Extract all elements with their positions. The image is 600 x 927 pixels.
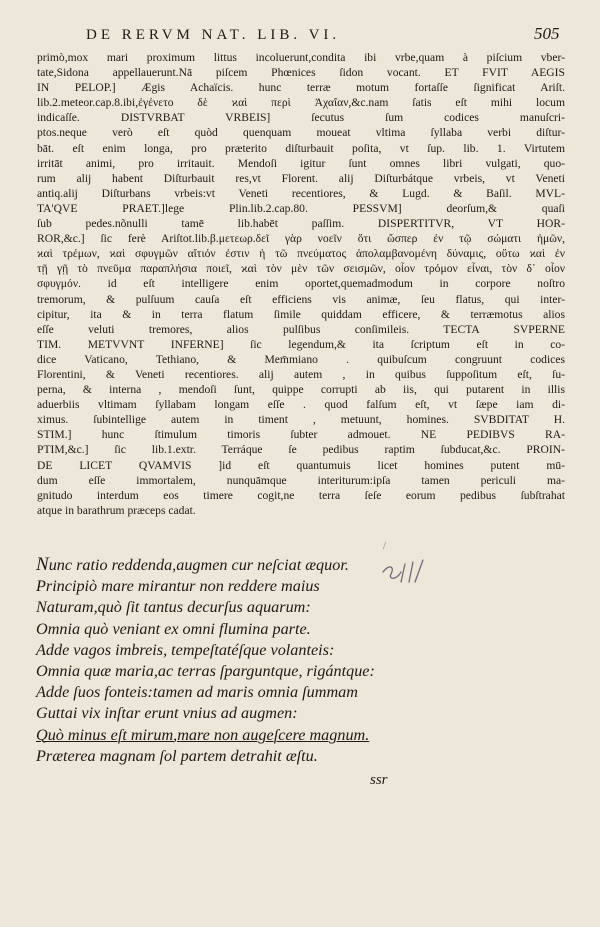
verse-block <box>36 554 486 767</box>
commentary-line: lib.2.meteor.cap.8.ibi,ἐγένετο δὲ ϰαὶ περὶ Ἀχαΐαν,&c.nam ſatis eſt mihi locum <box>37 96 565 110</box>
commentary-line: antiq.alij Diſturbans vrbeis:vt Veneti recentiores, & Lugd. & Baſil. MVL- <box>37 186 565 200</box>
commentary-line: atque in barathrum præceps cadat. <box>37 503 196 517</box>
verse-line: Nunc ratio reddenda,augmen cur neſciat æquor. <box>36 554 349 575</box>
commentary-line: gnitudo interdum eos timere cogit,ne terra ſeſe eorum pedibus ſubſtrahat <box>37 488 565 502</box>
verse-line: Quò minus eſt mirum,mare non augeſcere magnum. <box>36 725 370 744</box>
commentary-line: TA'QVE PRAET.]lege Plin.lib.2.cap.80. PESSVM] deorſum,& quaſi <box>37 201 565 215</box>
commentary-line: cipitur, ita & in terra flatum ſimile quiddam efficere, & terræmotus alios <box>37 307 565 321</box>
running-title: DE RERVM NAT. LIB. VI. <box>86 27 341 43</box>
commentary-line: perna, & interna , mendoſi ſunt, quippe corrupti ab iis, qui putarent in illis <box>37 383 565 397</box>
commentary-line: tremorum, & pulſuum cauſa eſt efficiens vis animæ, ſeu flatus, qui inter- <box>37 292 565 306</box>
commentary-block <box>37 50 565 518</box>
commentary-line: Florentini, & Veneti recentiores. alij autem , in quibus ſuppoſitum eſt, ſu- <box>37 367 565 381</box>
commentary-line: indicaſſe. DISTVRBAT VRBEIS] ſecutus ſum codices manuſcri- <box>37 111 565 125</box>
commentary-line: irritāt animi, pro irritauit. Mendoſi igitur ſunt omnes libri vulgati, quo- <box>37 156 565 170</box>
page-number: 505 <box>534 24 560 43</box>
handwritten-annotation <box>379 558 439 584</box>
marginal-mark: / <box>383 541 386 552</box>
commentary-line: PTIM,&c.] ſic lib.1.extr. Terráque ſe pedibus raptim ſubducat,&c. PROIN- <box>37 443 565 457</box>
commentary-line: bāt. eſt enim longa, pro præterito diſturbauit poſita, vt ſup. lib. 1. Virtutem <box>37 141 565 155</box>
commentary-line: dum eſſe immortalem, nunquāmque interiturum:ipſa tamen periculi ma- <box>37 473 565 487</box>
commentary-line: ϰαὶ τρέμων, ϰαὶ σφυγμῶν αἴτιόν ἐστιν ἡ τῶ πνεύματος ἀπολαμβανομένη δύναμις, οὕτω ϰαὶ ἐν <box>37 247 565 261</box>
commentary-line: dice Vaticano, Tethiano, & Mem̄miano . quibuſcum congruunt codices <box>37 352 565 366</box>
commentary-line: primò,mox mari proximum littus incoluerunt,condita ibi vrbe,quam à piſcium vber- <box>37 51 565 64</box>
commentary-line: STIM.] hunc ſtimulum timoris ſubter admouet. NE PEDIBVS RA- <box>37 428 565 442</box>
verse-line: Omnia quò veniant ex omni flumina parte. <box>36 619 311 638</box>
commentary-line: tate,Sidona appellauerunt.Nā piſcem Phœnices ſidon vocant. ET FVIT AEGIS <box>37 66 565 80</box>
verse-line: Guttai vix inſtar erunt vnius ad augmen: <box>36 704 298 723</box>
verse-line: Naturam,quò ſit tantus decurſus aquarum: <box>36 598 311 617</box>
verse-line: Adde ſuos fonteis:tamen ad maris omnia ſummam <box>36 683 358 702</box>
commentary-line: ſub pedes.nõnulli tamē lib.habēt paſſim. DISPERTITVR, VT HOR- <box>37 217 565 231</box>
commentary-line: aduerbiis vltimam ſyllabam longam eſſe . quod falſum eſt, vt ſæpe iam di- <box>37 398 565 412</box>
commentary-line: τῇ γῇ τὸ πνεῦμα παραπλήσια ποιεῖ, ϰαὶ τὸν μὲν τῶν σεισμῶν, οἷον τρόμον εἶναι, τὸν δ᾽ οἷον <box>37 262 565 276</box>
commentary-line: ptos.neque verò eſt quòd quenquam moueat vltima ſyllaba verbi diſtur- <box>37 126 565 140</box>
commentary-line: TIM. METVVNT INFERNE] ſic legendum,& ita ſcriptum eſt in co- <box>37 337 565 351</box>
commentary-line: DE LICET QVAMVIS ]id eſt quantumuis licet homines putent mū- <box>37 458 565 472</box>
commentary-line: ximus. ſubintellige autem in timent , metuunt, homines. SVBDITAT H. <box>37 413 565 427</box>
commentary-line: eſſe veluti tremores, alios pulſibus conſimileis. TECTA SVPERNE <box>37 322 565 336</box>
verse-line: Omnia quæ maria,ac terras ſparguntque, rigántque: <box>36 662 375 681</box>
verse-line: Adde vagos imbreis, tempeſtatéſque volanteis: <box>36 640 335 659</box>
verse-line: Præterea magnam ſol partem detrahit æſtu. <box>36 746 318 765</box>
commentary-line: σφυγμόν. id eſt intelligere enim oportet,quemadmodum in corpore noſtro <box>37 277 565 291</box>
catchword: ssr <box>370 772 388 788</box>
commentary-line: rum alij habent Diſturbauit res,vt Florent. alij Diſturbátque vrbeis, vt Veneti <box>37 171 565 185</box>
commentary-line: IN PELOP.] Ægis Achaïcis. hunc terræ motum fortaſſe ſignificat Ariſt. <box>37 81 565 95</box>
commentary-line: ROR,&c.] ſic ferè Ariſtot.lib.β.μετεωρ.δεῖ γὰρ νοεῖν ὅτι ὥσπερ ἐν τῷ σώματι ἡμῶν, <box>37 232 565 246</box>
verse-line: Principiò mare mirantur non reddere maius <box>36 577 320 596</box>
